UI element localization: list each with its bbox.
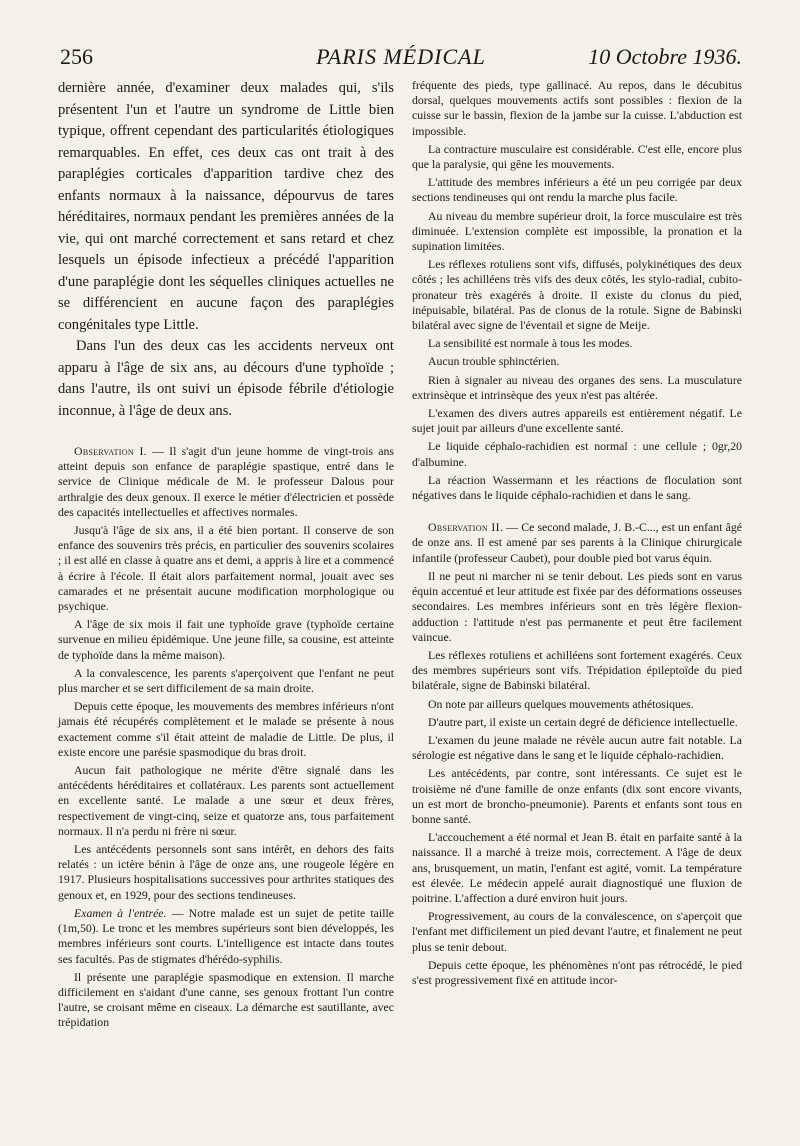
intro-text (58, 78, 394, 422)
paragraph: Jusqu'à l'âge de six ans, il a été bien portant. Il conserve de son enfance des souvenirs très précis, en particulier des souvenirs scolaires ; il est allé en classe à quatre ans et demi, a appris à lire et a commencé à écrire à l'école. Il était alors parfaitement normal, jouait avec ses camarades et ne présentait aucune modification morphologique ou psychique. (58, 523, 394, 614)
intro-paragraph: Dans l'un des deux cas les accidents nerveux ont apparu à l'âge de six ans, au décours d'une typhoïde ; dans l'autre, ils ont suivi un épisode fébrile d'étiologie inconnue, à l'âge de deux ans. (58, 338, 394, 419)
paragraph: Le liquide céphalo-rachidien est normal : une cellule ; 0gr,20 d'albumine. (412, 439, 742, 469)
paragraph: A la convalescence, les parents s'aperçoivent que l'enfant ne peut plus marcher et se sert difficilement de sa main droite. (58, 665, 394, 696)
paragraph: Depuis cette époque, les mouvements des membres inférieurs n'ont jamais été récupérés complètement et le malade se présente à nous exactement comme s'il était atteint de maladie de Little. De plus, il existe encore une parésie spasmodique du bras droit. (58, 699, 394, 759)
left-column (58, 78, 394, 1034)
paragraph: L'accouchement a été normal et Jean B. était en parfaite santé à la naissance. Il a marché à treize mois, correctement. A l'âge de deux ans, brusquement, un matin, l'enfant est agité, vomit. La température est élevée. Le médecin appelé aurait diagnostiqué une fluxion de poitrine. L'affection a duré environ huit jours. (412, 830, 742, 905)
paragraph: Il ne peut ni marcher ni se tenir debout. Les pieds sont en varus équin accentué et leur attitude est fixée par des déformations osseuses secondaires. Les membres inférieurs sont en très légère flexion-adduction : l'attitude n'est pas permanente et peut être facilement vaincue. (412, 568, 742, 644)
paragraph: Il présente une paraplégie spasmodique en extension. Il marche difficilement en s'aidant d'une canne, ses genoux frottant l'un contre l'autre, se croisant même en ciseaux. La démarche est sautillante, avec trépidation (58, 969, 394, 1030)
paragraph: L'examen des divers autres appareils est entièrement négatif. Le sujet jouit par ailleurs d'une excellente santé. (412, 406, 742, 436)
paragraph: Au niveau du membre supérieur droit, la force musculaire est très diminuée. L'extension complète est impossible, la pronation et la supination limitées. (412, 208, 742, 254)
paragraph: D'autre part, il existe un certain degré de déficience intellectuelle. (428, 714, 738, 729)
observation-2-intro: — Ce second malade, J. B.-C..., est un enfant âgé de onze ans. Il est amené par ses parents à la Clinique chirurgicale infantile (professeur Caubet), pour double pied bot varus équin. (412, 520, 742, 565)
paragraph: Les antécédents, par contre, sont intéressants. Ce sujet est le troisième né d'une famille de onze enfants (dix sont encore vivants, un est mort de broncho-pneumonie). Parents et enfants sont tous en bonne santé. (412, 766, 742, 826)
section-spacer (412, 506, 742, 520)
paragraph: On note par ailleurs quelques mouvements athétosiques. (428, 696, 694, 711)
journal-title: PARIS MÉDICAL (316, 44, 486, 69)
paragraph: Aucun trouble sphinctérien. (428, 354, 560, 369)
paragraph: L'examen du jeune malade ne révèle aucun autre fait notable. La sérologie est négative dans le sang et le liquide céphalo-rachidien. (412, 732, 742, 763)
paragraph: fréquente des pieds, type gallinacé. Au repos, dans le décubitus dorsal, quelques mouvements actifs sont possibles : flexion de la cuisse sur le bassin, flexion de la jambe sur la cuisse. L'abduction est impossible. (412, 78, 742, 138)
observation-1-intro: — Il s'agit d'un jeune homme de vingt-trois ans atteint depuis son enfance de paraplégie spastique, entré dans le service de Clinique médicale de M. le professeur Dalous pour arthralgie des deux genoux. Il exerce le métier d'électricien et possède des capacités intellectuelles et affectives normales. (58, 444, 394, 519)
observation-2-first (412, 520, 742, 566)
paragraph: L'attitude des membres inférieurs a été un peu corrigée par deux sections tendineuses qui ont rendu la marche plus facile. (412, 175, 742, 205)
page-header (60, 44, 742, 74)
right-column (412, 78, 742, 991)
page-number: 256 (60, 44, 93, 69)
paragraph: Les réflexes rotuliens sont vifs, diffusés, polykinétiques des deux côtés ; les achilléens très vifs des deux côtés, les stylo-radial, cubito-pronateur très exagérés à droite. Il existe du clonus du pied, inépuisable, bilatéral. Pas de clonus de la rotule. Signe de Babinski bilatéral avec signe de l'éventail et signe de Meije. (412, 257, 742, 333)
observation-2-heading: Observation II. (428, 520, 504, 535)
paragraph: La contracture musculaire est considérable. C'est elle, encore plus que la paralysie, qui gêne les mouvements. (412, 141, 742, 172)
observation-1 (58, 444, 394, 1031)
paragraph: La sensibilité est normale à tous les modes. (428, 336, 633, 351)
paragraph: A l'âge de six mois il fait une typhoïde grave (typhoïde certaine survenue en milieu épidémique. Une jeune fille, sa cousine, est atteinte de typhoïde dans la même maison). (58, 617, 394, 662)
paragraph: Aucun fait pathologique ne mérite d'être signalé dans les antécédents héréditaires et collatéraux. Les parents sont actuellement en excellente santé. Le malade a une sœur et deux frères, respectivement de vingt-cinq, seize et quatorze ans, tous parfaitement normaux. Il n'a perdu ni frère ni sœur. (58, 763, 394, 838)
exam-text: — Notre malade est un sujet de petite taille (1m,50). Le tronc et les membres supérieurs sont bien développés, les membres inférieurs sont courts. L'intelligence est intacte dans toutes ses facultés. Pas de stigmates d'hérédo-syphilis. (58, 905, 394, 966)
exam-paragraph (58, 906, 394, 967)
paragraph: Rien à signaler au niveau des organes des sens. La musculature extrinsèque et intrinsèque des yeux n'est pas altérée. (412, 372, 742, 402)
paragraph: Progressivement, au cours de la convalescence, on s'aperçoit que l'enfant met difficilement un pied devant l'autre, et finalement ne peut plus se tenir debout. (412, 909, 742, 954)
paragraph: Les antécédents personnels sont sans intérêt, en dehors des faits relatés : un ictère bénin à l'âge de onze ans, une rougeole légère en 1917. Plusieurs hospitalisations successives pour arthrites statiques des genoux et, en 1929, pour des sections tendineuses. (58, 842, 394, 902)
paragraph: Depuis cette époque, les phénomènes n'ont pas rétrocédé, le pied s'est progressivement fixé en attitude incor- (412, 957, 742, 987)
observation-1-heading: Observation I. (74, 444, 147, 458)
intro-paragraph: dernière année, d'examiner deux malades qui, s'ils présentent l'un et l'autre un syndrome de Little bien typique, offrent cependant des particularités étiologiques remarquables. En effet, ces deux cas ont trait à des paraplégies corticales d'apparition tardive chez des enfants normaux à la naissance, dépourvus de tares héréditaires, normaux pendant les premières années de la vie, qui ont marché correctement et sans retard et chez lesquels un épisode infectieux a précédé l'apparition d'une paraplégie dont les séquelles cliniques actuelles ne se différencient en aucune façon des paraplégies congénitales type Little. (58, 80, 394, 333)
exam-label: Examen à l'entrée. (74, 905, 167, 920)
paragraph: Les réflexes rotuliens et achilléens sont fortement exagérés. Ceux des membres supérieurs sont vifs. Trépidation épileptoïde du pied bilatérale, signe de Babinski bilatéral. (412, 647, 742, 693)
paragraph: La réaction Wassermann et les réactions de floculation sont négatives dans le liquide céphalo-rachidien et dans le sang. (412, 472, 742, 503)
issue-date: 10 Octobre 1936. (588, 44, 742, 69)
observation-1-first (58, 444, 394, 520)
